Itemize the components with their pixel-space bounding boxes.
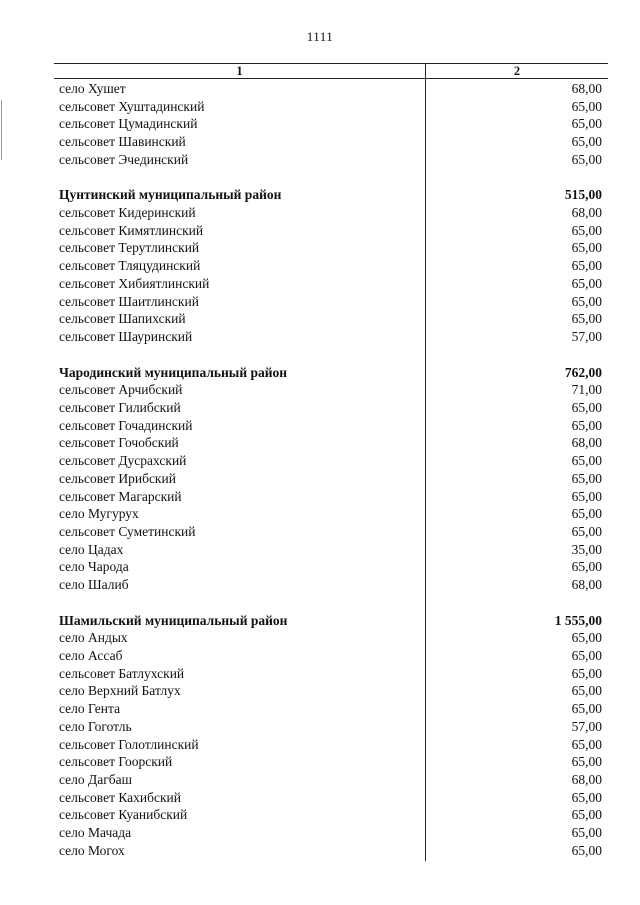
row-value: 1 555,00 [554,612,602,628]
table-row [54,470,608,488]
table-row [54,434,608,452]
row-name: Шамильский муниципальный район [59,612,288,628]
spacer-row [54,594,608,612]
row-value: 65,00 [571,523,602,539]
row-name: сельсовет Цумадинский [59,116,198,132]
district-total-row [54,364,608,382]
table-row [54,647,608,665]
table-row [54,151,608,169]
row-value: 65,00 [571,842,602,858]
column-header-2: 2 [513,64,521,78]
row-value: 68,00 [571,577,602,593]
table-row [54,115,608,133]
table-row [54,665,608,683]
row-name: село Гоготль [59,718,132,734]
row-value: 65,00 [571,258,602,274]
row-value: 68,00 [571,435,602,451]
table-row [54,80,608,98]
district-total-row [54,612,608,630]
row-name: сельсовет Хибиятлинский [59,275,210,291]
column-header-1: 1 [236,64,243,78]
table-row [54,700,608,718]
table-row [54,310,608,328]
table-row [54,806,608,824]
row-name: сельсовет Эчединский [59,151,189,167]
row-name: сельсовет Гоорский [59,754,173,770]
row-value: 65,00 [571,736,602,752]
row-name: село Гента [59,701,121,717]
table-row [54,452,608,470]
row-name: село Дагбаш [59,772,133,788]
row-name: сельсовет Кахибский [59,789,182,805]
row-value: 65,00 [571,630,602,646]
table-row [54,98,608,116]
table-row [54,558,608,576]
row-value: 68,00 [571,81,602,96]
row-value: 65,00 [571,275,602,291]
row-name: сельсовет Дусрахский [59,453,187,469]
row-name: сельсовет Гочадинский [59,417,193,433]
row-name: сельсовет Ирибский [59,470,176,486]
row-value: 65,00 [571,701,602,717]
row-value: 71,00 [571,382,602,398]
table-row [54,488,608,506]
row-name: село Верхний Батлух [59,683,181,699]
table-row [54,381,608,399]
scan-edge-mark [1,100,2,160]
row-value: 35,00 [571,541,602,557]
table-row [54,328,608,346]
table-row [54,257,608,275]
row-value: 65,00 [571,151,602,167]
district-total-row [54,186,608,204]
table-row [54,204,608,222]
row-value: 65,00 [571,559,602,575]
spacer-row [54,346,608,364]
row-name: село Ассаб [59,648,123,663]
table-row [54,842,608,860]
row-value: 68,00 [571,205,602,221]
row-name: село Хушет [59,81,126,96]
table-header [54,64,608,79]
row-value: 65,00 [571,648,602,663]
table-row [54,239,608,257]
row-name: сельсовет Шауринский [59,329,193,345]
row-value: 65,00 [571,665,602,681]
row-value: 65,00 [571,311,602,327]
table-row [54,523,608,541]
row-name: село Чарода [59,559,129,575]
row-name: село Цадах [59,541,124,557]
row-value: 65,00 [571,825,602,841]
row-name: сельсовет Гилибский [59,399,181,415]
table-row [54,417,608,435]
row-value: 65,00 [571,98,602,114]
row-value: 65,00 [571,222,602,238]
row-name: село Мачада [59,825,132,841]
row-name: Чародинский муниципальный район [59,364,288,380]
row-value: 65,00 [571,506,602,522]
row-value: 65,00 [571,683,602,699]
table-row [54,576,608,594]
row-value: 65,00 [571,754,602,770]
row-name: село Андых [59,630,128,646]
row-value: 57,00 [571,329,602,345]
row-value: 65,00 [571,807,602,823]
row-name: сельсовет Арчибский [59,382,183,398]
row-value: 65,00 [571,134,602,150]
row-name: сельсовет Терутлинский [59,240,200,256]
row-name: сельсовет Суметинский [59,523,196,539]
row-name: сельсовет Шаитлинский [59,293,199,309]
table-row [54,682,608,700]
row-name: село Могох [59,842,125,858]
row-name: сельсовет Кимятлинский [59,222,204,238]
row-value: 65,00 [571,116,602,132]
table-row [54,771,608,789]
row-name: сельсовет Шапихский [59,311,186,327]
table-row [54,718,608,736]
row-name: сельсовет Батлухский [59,665,185,681]
table-row [54,133,608,151]
row-value: 65,00 [571,293,602,309]
table-row [54,222,608,240]
table-row [54,736,608,754]
table-body [54,80,608,860]
table-row [54,293,608,311]
row-name: Цунтинский муниципальный район [59,187,282,203]
row-value: 762,00 [564,364,602,380]
row-name: сельсовет Кидеринский [59,205,196,221]
row-value: 65,00 [571,470,602,486]
table-row [54,541,608,559]
table-row [54,275,608,293]
row-value: 515,00 [564,187,602,203]
row-value: 57,00 [571,718,602,734]
table-row [54,399,608,417]
row-value: 68,00 [571,772,602,788]
row-name: сельсовет Тляцудинский [59,258,201,274]
row-name: сельсовет Куанибский [59,807,188,823]
row-name: сельсовет Шавинский [59,134,186,150]
table-row [54,505,608,523]
row-value: 65,00 [571,453,602,469]
row-name: сельсовет Гочобский [59,435,179,451]
row-value: 65,00 [571,399,602,415]
allocation-table [54,63,608,861]
table-row [54,824,608,842]
row-name: сельсовет Магарский [59,488,182,504]
table-row [54,629,608,647]
table-row [54,789,608,807]
spacer-row [54,169,608,187]
row-name: село Мугурух [59,506,139,522]
row-name: село Шалиб [59,577,129,593]
row-value: 65,00 [571,488,602,504]
row-name: сельсовет Голотлинский [59,736,199,752]
row-value: 65,00 [571,240,602,256]
row-name: сельсовет Хуштадинский [59,98,205,114]
page-number: 1111 [306,29,334,44]
table-row [54,753,608,771]
row-value: 65,00 [571,789,602,805]
row-value: 65,00 [571,417,602,433]
